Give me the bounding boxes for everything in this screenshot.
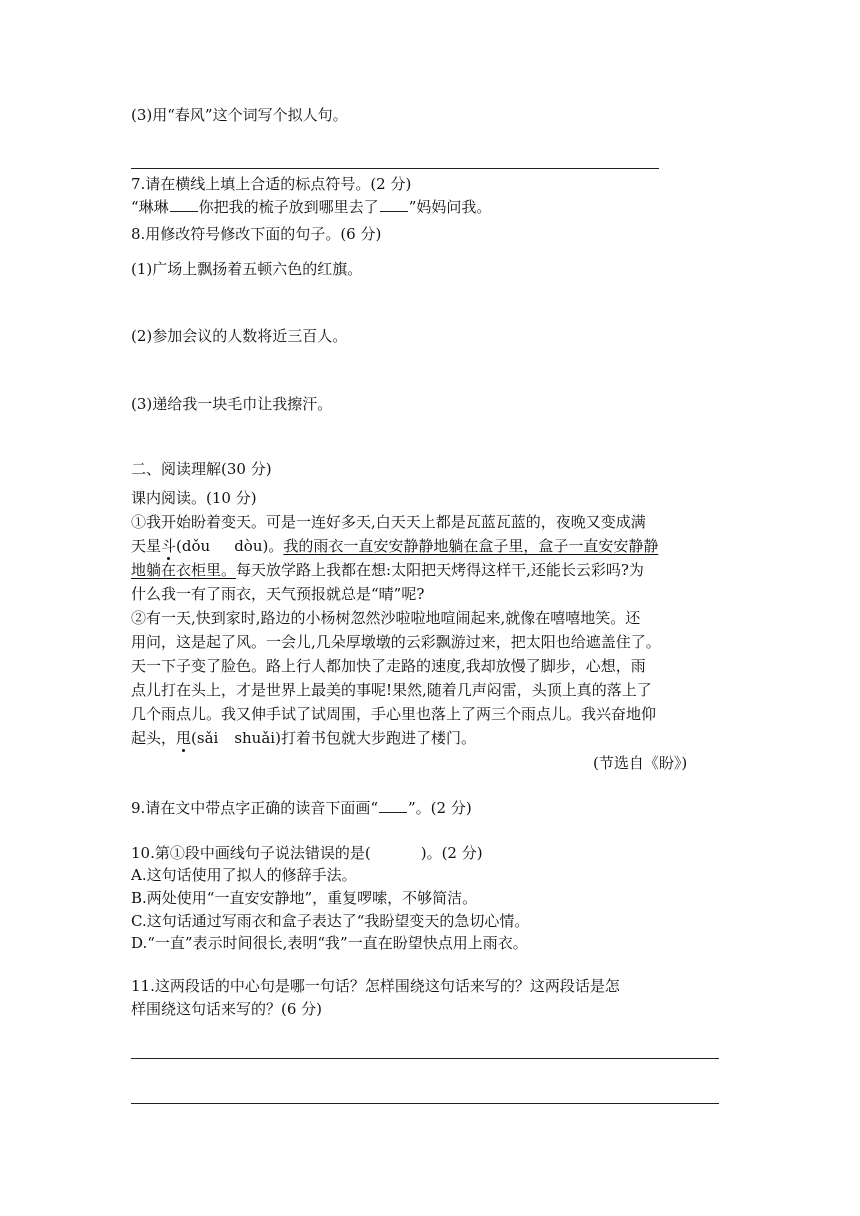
q9-prompt — [131, 797, 472, 819]
passage-l3-b: 每天放学路上我都在想:太阳把天烤得这样干,还能长云彩吗?为 — [236, 561, 644, 579]
pinyin-option-1: (dǒu — [176, 537, 211, 555]
q10-option-a: A.这句话使用了拟人的修辞手法。 — [131, 866, 357, 884]
q6-3-prompt: (3)用“春风”这个词写个拟人句。 — [131, 106, 348, 124]
q7-part-b: 你把我的梳子放到哪里去了 — [198, 198, 379, 216]
passage-source: (节选自《盼》) — [593, 754, 688, 772]
passage-line-10 — [131, 727, 476, 749]
q10-option-d: D.“一直”表示时间很长,表明“我”一直在盼望快点用上雨衣。 — [131, 934, 528, 952]
passage-line-1: ①我开始盼着变天。可是一连好多天,白天天上都是瓦蓝瓦蓝的，夜晚又变成满 — [131, 513, 646, 531]
underlined-sentence-part-1: 我的雨衣一直安安静静地躺在盒子里，盒子一直安安静静 — [283, 537, 659, 555]
pinyin-option-4: shuǎi)打着书包就大步跑进了楼门。 — [234, 729, 476, 747]
passage-l2-a: 天星 — [131, 537, 162, 555]
q7-sentence — [131, 196, 491, 218]
answer-line-q6-3[interactable] — [131, 168, 659, 169]
q10-option-c: C.这句话通过写雨衣和盒子表达了“我盼望变天的急切心情。 — [131, 912, 530, 930]
q9-part-b: ”。(2 分) — [407, 799, 472, 817]
q8-sentence-2: (2)参加会议的人数将近三百人。 — [131, 327, 348, 345]
q10-part-b: )。(2 分) — [420, 844, 483, 862]
q8-sentence-1: (1)广场上飘扬着五顿六色的红旗。 — [131, 260, 363, 278]
q7-title: 7.请在横线上填上合适的标点符号。(2 分) — [131, 175, 412, 193]
passage-line-4: 什么我一有了雨衣，天气预报就总是“晴”呢? — [131, 585, 425, 603]
q10-prompt — [131, 842, 483, 864]
passage-line-2 — [131, 535, 658, 557]
passage-line-5: ②有一天,快到家时,路边的小杨树忽然沙啦啦地喧闹起来,就像在嘻嘻地笑。还 — [131, 609, 641, 627]
q11-prompt-line-2: 样围绕这句话来写的？(6 分) — [131, 1000, 323, 1018]
dotted-char-shuai: 甩 — [176, 729, 192, 747]
q9-part-a: 9.请在文中带点字正确的读音下面画“ — [131, 799, 378, 817]
q7-part-c: ”妈妈问我。 — [408, 198, 492, 216]
underlined-sentence-part-2: 地躺在衣柜里。 — [131, 561, 237, 579]
q7-part-a: “琳琳 — [131, 198, 169, 216]
q8-title: 8.用修改符号修改下面的句子。(6 分) — [131, 225, 382, 243]
passage-line-7: 天一下子变了脸色。路上行人都加快了走路的速度,我却放慢了脚步，心想，雨 — [131, 657, 646, 675]
section-2-title: 二、阅读理解(30 分) — [131, 460, 272, 478]
q10-part-a: 10.第①段中画线句子说法错误的是( — [131, 844, 371, 862]
answer-line-q11-1[interactable] — [131, 1058, 719, 1059]
passage-line-6: 用问，这是起了风。一会儿,几朵厚墩墩的云彩飘游过来，把太阳也给遮盖住了。 — [131, 633, 661, 651]
dotted-char-dou: 斗 — [161, 537, 177, 555]
q9-underline-sample — [379, 798, 407, 813]
passage-line-8: 点儿打在头上，才是世界上最美的事呢!果然,随着几声闷雷，头顶上真的落上了 — [131, 681, 652, 699]
pinyin-option-2: dòu)。 — [234, 537, 284, 555]
pinyin-option-3: (sǎi — [191, 729, 219, 747]
passage-line-9: 几个雨点儿。我又伸手试了试周围，手心里也落上了两三个雨点儿。我兴奋地仰 — [131, 705, 657, 723]
q7-blank-2[interactable] — [380, 197, 408, 212]
q11-prompt-line-1: 11.这两段话的中心句是哪一句话？怎样围绕这句话来写的？这两段话是怎 — [131, 977, 620, 995]
q10-option-b: B.两处使用“一直安安静地”，重复啰嗦，不够简洁。 — [131, 889, 478, 907]
passage-line-3 — [131, 559, 644, 581]
passage-l10-a: 起头， — [131, 729, 177, 747]
answer-line-q11-2[interactable] — [131, 1103, 719, 1104]
section-2-subtitle: 课内阅读。(10 分) — [131, 489, 257, 507]
q7-blank-1[interactable] — [170, 197, 198, 212]
q8-sentence-3: (3)递给我一块毛巾让我擦汗。 — [131, 395, 333, 413]
